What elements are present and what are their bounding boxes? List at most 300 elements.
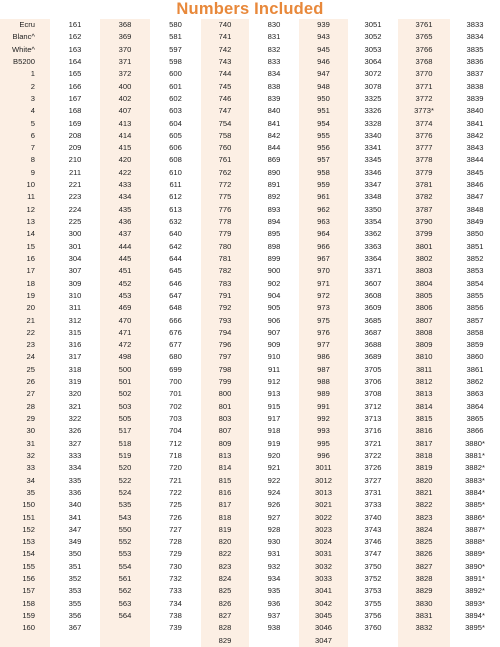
table-cell: 972 xyxy=(317,290,330,300)
table-cell: 907 xyxy=(267,327,281,337)
table-cell: 3774 xyxy=(415,118,433,128)
table-cell: 3770 xyxy=(415,69,433,79)
table-cell: 30 xyxy=(26,426,35,436)
table-cell: 828 xyxy=(218,623,232,633)
table-cell: 552 xyxy=(118,537,132,547)
table-cell: 3840 xyxy=(466,106,484,116)
table-cell: 992 xyxy=(317,414,330,423)
table-cell: 304 xyxy=(68,253,82,263)
table-cell: 3024 xyxy=(315,537,332,547)
table-cell: 1 xyxy=(30,69,35,79)
table-cell: 915 xyxy=(267,401,281,411)
table-cell: 647 xyxy=(169,290,182,300)
table-cell: 3705 xyxy=(364,364,382,374)
table-cell: 161 xyxy=(68,20,82,29)
table-cell: 3072 xyxy=(364,69,382,79)
table-cell: 743 xyxy=(218,56,232,66)
table-cell: 3821 xyxy=(415,487,433,497)
table-cell: 151 xyxy=(22,512,35,522)
table-cell: 3847 xyxy=(466,192,484,202)
table-cell: 745 xyxy=(218,81,232,91)
table-cell: 807 xyxy=(218,426,232,436)
table-cell: 3818 xyxy=(415,450,433,460)
table-cell: 976 xyxy=(317,327,330,337)
table-cell: 840 xyxy=(267,106,281,116)
table-cell: 632 xyxy=(169,217,182,226)
table-cell: 792 xyxy=(218,303,232,313)
table-cell: 3799 xyxy=(415,229,433,239)
table-cell: 334 xyxy=(68,463,82,473)
table-cell: 3841 xyxy=(466,118,484,128)
table-cell: 729 xyxy=(169,549,182,559)
table-cell: 524 xyxy=(118,487,132,497)
table-cell: 831 xyxy=(267,32,281,42)
table-cell: 893 xyxy=(267,204,281,214)
table-cell: 3773* xyxy=(414,106,434,116)
table-cell: 26 xyxy=(26,377,35,387)
table-cell: 3755 xyxy=(364,598,382,608)
table-cell: 918 xyxy=(267,426,281,436)
table-cell: 13 xyxy=(26,217,35,226)
table-cell: 963 xyxy=(317,217,330,226)
table-cell: 563 xyxy=(118,598,132,608)
table-cell: 3825 xyxy=(415,537,433,547)
table-cell: 3347 xyxy=(364,180,382,190)
table-cell: 957 xyxy=(317,155,330,165)
table-cell: 3845 xyxy=(466,167,484,177)
table-cell: 597 xyxy=(169,44,182,54)
table-cell: 3033 xyxy=(315,574,332,584)
table-cell: 677 xyxy=(169,340,182,350)
table-cell: 3766 xyxy=(415,44,433,54)
table-cell: 319 xyxy=(68,377,82,387)
table-cell: 155 xyxy=(22,561,35,571)
table-column xyxy=(450,19,500,647)
table-cell: 422 xyxy=(118,167,132,177)
table-cell: 721 xyxy=(169,475,182,485)
table-cell: 946 xyxy=(317,56,330,66)
table-cell: 3827 xyxy=(415,561,433,571)
numbers-table xyxy=(0,19,500,647)
table-cell: 905 xyxy=(267,303,281,313)
table-cell: 924 xyxy=(267,487,281,497)
table-cell: 3859 xyxy=(466,340,484,350)
table-cell: 301 xyxy=(68,241,82,251)
table-cell: 598 xyxy=(169,56,182,66)
table-cell: 369 xyxy=(118,32,132,42)
table-cell: 24 xyxy=(26,352,35,362)
table-cell: 964 xyxy=(317,229,330,239)
table-cell: 3768 xyxy=(415,56,433,66)
table-cell: 3892* xyxy=(465,586,485,596)
table-cell: 163 xyxy=(68,44,82,54)
table-cell: 3354 xyxy=(364,217,382,226)
table-cell: 986 xyxy=(317,352,330,362)
table-cell: 154 xyxy=(22,549,35,559)
table-cell: 561 xyxy=(118,574,132,584)
table-cell: 3051 xyxy=(364,20,382,29)
table-cell: 3688 xyxy=(364,340,382,350)
table-column xyxy=(0,19,50,647)
table-cell: 35 xyxy=(26,487,35,497)
table-cell: 820 xyxy=(218,537,232,547)
table-cell: 3805 xyxy=(415,290,433,300)
table-cell: 817 xyxy=(218,500,232,510)
table-cell: 913 xyxy=(267,389,281,399)
table-cell: 3810 xyxy=(415,352,433,362)
table-cell: 973 xyxy=(317,303,330,313)
table-cell: 3743 xyxy=(364,524,382,534)
table-cell: 950 xyxy=(317,93,330,103)
table-cell: 3765 xyxy=(415,32,433,42)
table-cell: 725 xyxy=(169,500,182,510)
table-cell: 644 xyxy=(169,253,182,263)
table-cell: 995 xyxy=(317,438,330,448)
table-cell: 3782 xyxy=(415,192,433,202)
table-cell: 3856 xyxy=(466,303,484,313)
table-cell: 535 xyxy=(118,500,132,510)
table-cell: 3607 xyxy=(364,278,382,288)
table-cell: 775 xyxy=(218,192,232,202)
table-cell: 975 xyxy=(317,315,330,325)
table-cell: 445 xyxy=(118,253,132,263)
table-cell: 935 xyxy=(267,586,281,596)
table-cell: Ecru xyxy=(19,20,35,29)
table-cell: 312 xyxy=(68,315,82,325)
table-cell: 3814 xyxy=(415,401,433,411)
table-cell: 3882* xyxy=(465,463,485,473)
table-cell: 726 xyxy=(169,512,182,522)
table-cell: 580 xyxy=(169,20,182,29)
table-cell: 818 xyxy=(218,512,232,522)
table-cell: 827 xyxy=(218,611,232,620)
table-cell: 602 xyxy=(169,93,182,103)
table-cell: 809 xyxy=(218,438,232,448)
table-cell: 3777 xyxy=(415,143,433,153)
table-cell: 966 xyxy=(317,241,330,251)
table-cell: 932 xyxy=(267,561,281,571)
table-cell: 564 xyxy=(118,611,132,620)
table-cell: 3837 xyxy=(466,69,484,79)
table-cell: 740 xyxy=(218,20,232,29)
table-cell: 414 xyxy=(118,130,132,140)
table-cell: 208 xyxy=(68,130,82,140)
table-cell: 16 xyxy=(26,253,35,263)
table-cell: 3813 xyxy=(415,389,433,399)
table-cell: 701 xyxy=(169,389,182,399)
table-cell: 604 xyxy=(169,118,182,128)
page-title: Numbers Included xyxy=(176,0,324,18)
table-cell: 3722 xyxy=(364,450,382,460)
table-cell: 762 xyxy=(218,167,232,177)
table-cell: 3832 xyxy=(415,623,433,633)
table-cell: 25 xyxy=(26,364,35,374)
table-cell: 437 xyxy=(118,229,132,239)
table-cell: 3364 xyxy=(364,253,382,263)
table-cell: 159 xyxy=(22,611,35,620)
table-cell: 22 xyxy=(26,327,35,337)
table-cell: 741 xyxy=(218,32,232,42)
table-cell: 3802 xyxy=(415,253,433,263)
table-cell: 648 xyxy=(169,303,182,313)
table-cell: 31 xyxy=(26,438,35,448)
table-cell: 498 xyxy=(118,352,132,362)
table-cell: 3052 xyxy=(364,32,382,42)
table-cell: 799 xyxy=(218,377,232,387)
table-cell: 699 xyxy=(169,364,182,374)
table-cell: 899 xyxy=(267,253,281,263)
table-cell: 3857 xyxy=(466,315,484,325)
table-cell: 702 xyxy=(169,401,182,411)
table-cell: 676 xyxy=(169,327,182,337)
table-cell: 3808 xyxy=(415,327,433,337)
table-cell: 433 xyxy=(118,180,132,190)
table-cell: 936 xyxy=(267,598,281,608)
table-cell: 327 xyxy=(68,438,82,448)
table-cell: 822 xyxy=(218,549,232,559)
table-cell: 12 xyxy=(26,204,35,214)
table-cell: 3760 xyxy=(364,623,382,633)
table-cell: 934 xyxy=(267,574,281,584)
table-cell: 3831 xyxy=(415,611,433,620)
table-cell: 444 xyxy=(118,241,132,251)
table-cell: 210 xyxy=(68,155,82,165)
table-cell: 704 xyxy=(169,426,182,436)
table-cell: 518 xyxy=(118,438,132,448)
table-cell: 824 xyxy=(218,574,232,584)
table-cell: 3053 xyxy=(364,44,382,54)
table-cell: 646 xyxy=(169,278,182,288)
table-cell: White^ xyxy=(12,44,35,54)
table-cell: 150 xyxy=(22,500,35,510)
table-cell: 962 xyxy=(317,204,330,214)
table-cell: 3752 xyxy=(364,574,382,584)
table-cell: 3371 xyxy=(364,266,382,276)
table-cell: 780 xyxy=(218,241,232,251)
table-cell: 3047 xyxy=(315,635,332,645)
table-cell: 891 xyxy=(267,180,281,190)
table-cell: 310 xyxy=(68,290,82,300)
table-cell: 895 xyxy=(267,229,281,239)
table-cell: 3721 xyxy=(364,438,382,448)
table-cell: 778 xyxy=(218,217,232,226)
table-cell: 927 xyxy=(267,512,281,522)
table-cell: 816 xyxy=(218,487,232,497)
table-cell: 3706 xyxy=(364,377,382,387)
table-cell: 469 xyxy=(118,303,132,313)
table-cell: 3011 xyxy=(315,463,332,473)
table-cell: 3826 xyxy=(415,549,433,559)
table-cell: 830 xyxy=(267,20,281,29)
table-cell: 3862 xyxy=(466,377,484,387)
table-cell: 3753 xyxy=(364,586,382,596)
table-cell: 666 xyxy=(169,315,182,325)
table-cell: 608 xyxy=(169,155,182,165)
table-cell: 833 xyxy=(267,56,281,66)
table-cell: 958 xyxy=(317,167,330,177)
table-cell: 10 xyxy=(26,180,35,190)
table-cell: 165 xyxy=(68,69,82,79)
table-cell: 550 xyxy=(118,524,132,534)
table-cell: 3853 xyxy=(466,266,484,276)
table-cell: 761 xyxy=(218,155,232,165)
table-cell: 470 xyxy=(118,315,132,325)
table-cell: 7 xyxy=(30,143,35,153)
table-cell: 919 xyxy=(267,438,281,448)
table-cell: 17 xyxy=(26,266,35,276)
table-cell: 3776 xyxy=(415,130,433,140)
table-cell: 3804 xyxy=(415,278,433,288)
table-cell: 779 xyxy=(218,229,232,239)
table-cell: 728 xyxy=(169,537,182,547)
table-cell: 3362 xyxy=(364,229,382,239)
table-cell: 720 xyxy=(169,463,182,473)
table-cell: 554 xyxy=(118,561,132,571)
table-cell: 928 xyxy=(267,524,281,534)
table-cell: 3815 xyxy=(415,414,433,423)
table-cell: 832 xyxy=(267,44,281,54)
table-cell: 3685 xyxy=(364,315,382,325)
table-cell: 3771 xyxy=(415,81,433,91)
table-cell: 894 xyxy=(267,217,281,226)
table-cell: 3325 xyxy=(364,93,382,103)
table-cell: 931 xyxy=(267,549,281,559)
table-cell: 164 xyxy=(68,56,82,66)
table-cell: 772 xyxy=(218,180,232,190)
table-cell: 3850 xyxy=(466,229,484,239)
table-cell: 3888* xyxy=(465,537,485,547)
table-cell: 350 xyxy=(68,549,82,559)
table-cell: 842 xyxy=(267,130,281,140)
table-cell: 3863 xyxy=(466,389,484,399)
table-cell: 3885* xyxy=(465,500,485,510)
table-cell: 917 xyxy=(267,414,281,423)
table-cell: 3854 xyxy=(466,278,484,288)
table-cell: 3345 xyxy=(364,155,382,165)
table-cell: 814 xyxy=(218,463,232,473)
table-cell: 3816 xyxy=(415,426,433,436)
table-cell: 6 xyxy=(30,130,35,140)
table-cell: 800 xyxy=(218,389,232,399)
table-cell: 3855 xyxy=(466,290,484,300)
table-cell: 956 xyxy=(317,143,330,153)
table-cell: 3895* xyxy=(465,623,485,633)
table-cell: 160 xyxy=(22,623,35,633)
table-cell: Blanc^ xyxy=(12,32,35,42)
table-cell: 502 xyxy=(118,389,132,399)
table-cell: 316 xyxy=(68,340,82,350)
table-cell: 819 xyxy=(218,524,232,534)
table-cell: 971 xyxy=(317,278,330,288)
table-cell: 309 xyxy=(68,278,82,288)
table-cell: 793 xyxy=(218,315,232,325)
table-cell: 3836 xyxy=(466,56,484,66)
table-cell: 3340 xyxy=(364,130,382,140)
table-cell: 3032 xyxy=(315,561,332,571)
table-cell: 3778 xyxy=(415,155,433,165)
table-cell: 336 xyxy=(68,487,82,497)
table-cell: 3824 xyxy=(415,524,433,534)
table-cell: 796 xyxy=(218,340,232,350)
table-cell: 739 xyxy=(169,623,182,633)
table-cell: 320 xyxy=(68,389,82,399)
table-cell: 553 xyxy=(118,549,132,559)
table-cell: 434 xyxy=(118,192,132,202)
table-cell: 3858 xyxy=(466,327,484,337)
table-cell: 356 xyxy=(68,611,82,620)
table-cell: 3013 xyxy=(315,487,332,497)
table-cell: 996 xyxy=(317,450,330,460)
table-cell: 601 xyxy=(169,81,182,91)
table-cell: 169 xyxy=(68,118,82,128)
table-cell: 603 xyxy=(169,106,182,116)
table-cell: 519 xyxy=(118,450,132,460)
table-column xyxy=(150,19,201,647)
table-cell: 321 xyxy=(68,401,82,411)
table-cell: 3884* xyxy=(465,487,485,497)
table-cell: 3346 xyxy=(364,167,382,177)
table-cell: 3894* xyxy=(465,611,485,620)
table-cell: 898 xyxy=(267,241,281,251)
table-cell: 333 xyxy=(68,450,82,460)
table-cell: 3806 xyxy=(415,303,433,313)
table-cell: 368 xyxy=(118,20,132,29)
table-cell: 3809 xyxy=(415,340,433,350)
table-column xyxy=(398,19,450,647)
table-cell: 754 xyxy=(218,118,232,128)
table-cell: 742 xyxy=(218,44,232,54)
table-cell: 732 xyxy=(169,574,182,584)
table-cell: 3078 xyxy=(364,81,382,91)
table-cell: 28 xyxy=(26,401,35,411)
table-cell: 3844 xyxy=(466,155,484,165)
table-cell: 3790 xyxy=(415,217,433,226)
table-cell: 937 xyxy=(267,611,281,620)
table-cell: 451 xyxy=(118,266,132,276)
table-cell: 938 xyxy=(267,623,281,633)
table-cell: 209 xyxy=(68,143,82,153)
table-cell: 157 xyxy=(22,586,35,596)
table-cell: 3881* xyxy=(465,450,485,460)
table-cell: 922 xyxy=(267,475,281,485)
table-cell: 471 xyxy=(118,327,132,337)
table-cell: 3880* xyxy=(465,438,485,448)
table-cell: 19 xyxy=(26,290,35,300)
table-cell: 3747 xyxy=(364,549,382,559)
table-cell: 3861 xyxy=(466,364,484,374)
table-cell: 3787 xyxy=(415,204,433,214)
table-cell: 29 xyxy=(26,414,35,423)
table-cell: 372 xyxy=(118,69,132,79)
table-cell: 841 xyxy=(267,118,281,128)
table-cell: 162 xyxy=(68,32,82,42)
table-cell: 3866 xyxy=(466,426,484,436)
table-cell: 700 xyxy=(169,377,182,387)
table-cell: 606 xyxy=(169,143,182,153)
table-cell: 3012 xyxy=(315,475,332,485)
table-column xyxy=(348,19,398,647)
table-cell: 3687 xyxy=(364,327,382,337)
table-cell: 798 xyxy=(218,364,232,374)
table-cell: 3807 xyxy=(415,315,433,325)
table-cell: 781 xyxy=(218,253,232,263)
table-cell: 930 xyxy=(267,537,281,547)
table-cell: 3363 xyxy=(364,241,382,251)
table-cell: 3031 xyxy=(315,549,332,559)
table-cell: 951 xyxy=(317,106,330,116)
table-cell: 727 xyxy=(169,524,182,534)
table-cell: 961 xyxy=(317,192,330,202)
